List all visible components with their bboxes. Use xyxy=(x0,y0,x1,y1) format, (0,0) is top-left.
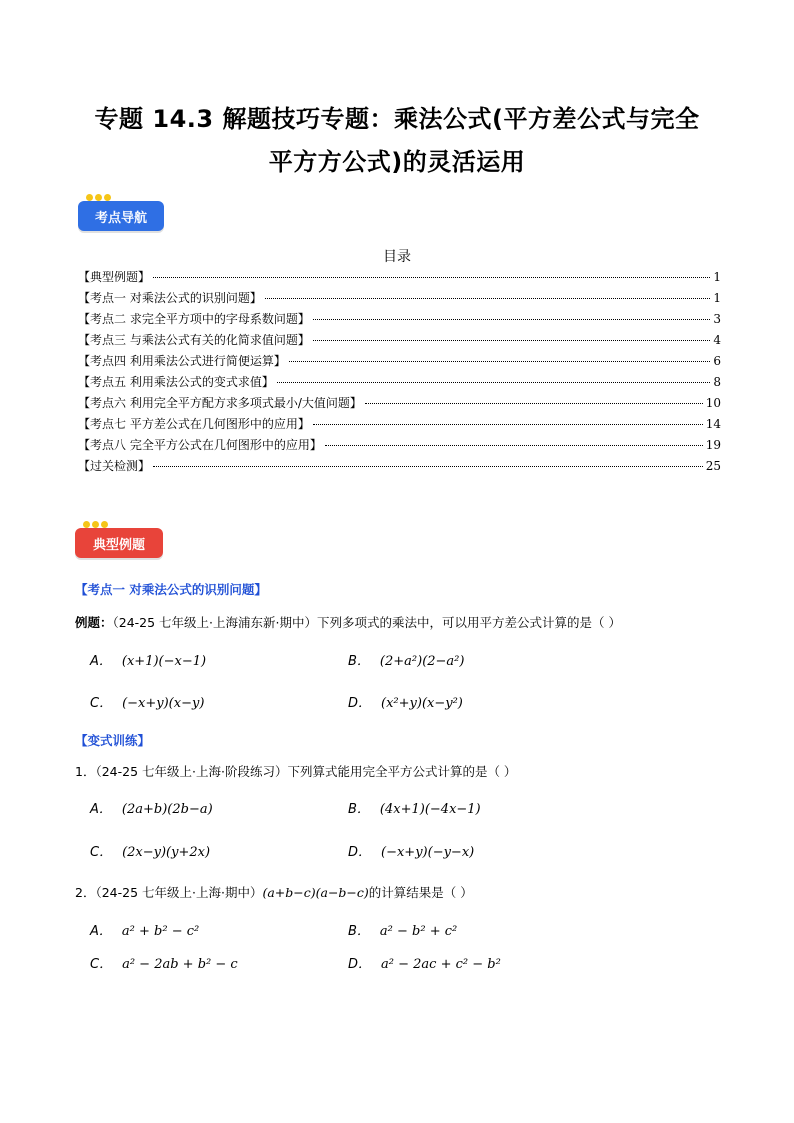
examples-badge xyxy=(75,528,163,558)
toc-leader xyxy=(153,466,703,467)
document-title xyxy=(60,98,734,184)
nav-badge xyxy=(78,201,164,231)
toc-item-page: 1 xyxy=(713,270,721,284)
q1-option-b[interactable] xyxy=(348,798,481,817)
option-letter: B． xyxy=(348,654,370,669)
toc-item-page: 8 xyxy=(713,375,721,389)
q2-option-a[interactable] xyxy=(90,920,199,939)
example-text: （24-25 七年级上·上海浦东新·期中）下列多项式的乘法中，可以用平方差公式计算的是（ ） xyxy=(112,615,621,630)
toc-item-label: 【考点七 平方差公式在几何图形中的应用】 xyxy=(78,417,310,431)
toc-item[interactable] xyxy=(78,268,721,289)
toc-item-page: 19 xyxy=(705,438,721,452)
option-expression: (x²+y)(x−y²) xyxy=(381,696,463,711)
toc-item-label: 【考点一 对乘法公式的识别问题】 xyxy=(78,291,262,305)
example-prefix: 例题： xyxy=(75,615,113,630)
option-expression: (−x+y)(−y−x) xyxy=(381,845,475,860)
toc-item[interactable] xyxy=(78,310,721,331)
option-letter: C． xyxy=(90,845,113,860)
toc-item[interactable] xyxy=(78,373,721,394)
title-line-2: 平方方公式)的灵活运用 xyxy=(268,148,526,176)
toc-item-page: 1 xyxy=(713,291,721,305)
q1-option-c[interactable] xyxy=(90,841,210,860)
toc-leader xyxy=(365,403,703,404)
toc-item-label: 【考点六 利用完全平方配方求多项式最小/大值问题】 xyxy=(78,396,362,410)
toc-leader xyxy=(313,319,711,320)
option-b[interactable] xyxy=(348,650,464,669)
option-letter: D． xyxy=(348,957,372,972)
toc-item-label: 【考点八 完全平方公式在几何图形中的应用】 xyxy=(78,438,322,452)
q2-option-c[interactable] xyxy=(90,953,238,972)
toc-leader xyxy=(153,277,710,278)
question-2-suffix: 的计算结果是（ ） xyxy=(368,885,473,900)
examples-badge-label: 典型例题 xyxy=(92,537,145,553)
toc-item-label: 【考点三 与乘法公式有关的化简求值问题】 xyxy=(78,333,310,347)
toc-item[interactable] xyxy=(78,289,721,310)
toc-leader xyxy=(277,382,711,383)
q1-option-a[interactable] xyxy=(90,798,213,817)
option-d[interactable] xyxy=(348,692,463,711)
toc-item-label: 【考点五 利用乘法公式的变式求值】 xyxy=(78,375,274,389)
option-letter: A． xyxy=(90,924,112,939)
option-expression: a² − 2ab + b² − c xyxy=(122,957,238,972)
option-expression: (4x+1)(−4x−1) xyxy=(379,802,481,817)
option-expression: (2x−y)(y+2x) xyxy=(122,845,211,860)
toc-item[interactable] xyxy=(78,331,721,352)
toc-item-page: 4 xyxy=(713,333,721,347)
example-question xyxy=(75,613,621,631)
title-line-1: 专题 14.3 解题技巧专题：乘法公式(平方差公式与完全 xyxy=(94,105,700,133)
toc-item-page: 10 xyxy=(705,396,721,410)
option-letter: D． xyxy=(348,845,372,860)
option-letter: C． xyxy=(90,696,113,711)
option-letter: B． xyxy=(348,924,370,939)
toc-leader xyxy=(289,361,711,362)
toc-item-label: 【过关检测】 xyxy=(78,459,151,473)
toc-item[interactable] xyxy=(78,457,721,478)
toc-item[interactable] xyxy=(78,394,721,415)
question-2-expression: (a+b−c)(a−b−c) xyxy=(262,885,369,900)
option-expression: a² + b² − c² xyxy=(121,924,200,939)
toc-item[interactable] xyxy=(78,415,721,436)
option-c[interactable] xyxy=(90,692,204,711)
toc-item-page: 14 xyxy=(705,417,721,431)
toc-heading: 目录 xyxy=(383,249,411,265)
option-letter: C． xyxy=(90,957,113,972)
practice-heading: 【变式训练】 xyxy=(75,733,151,748)
question-1: 1．（24-25 七年级上·上海·阶段练习）下列算式能用完全平方公式计算的是（ ） xyxy=(75,764,517,779)
toc-item-label: 【典型例题】 xyxy=(78,270,151,284)
nav-badge-label: 考点导航 xyxy=(94,210,147,226)
toc-item-page: 25 xyxy=(705,459,721,473)
option-expression: (2a+b)(2b−a) xyxy=(121,802,213,817)
q2-option-b[interactable] xyxy=(348,920,457,939)
toc-item[interactable] xyxy=(78,352,721,373)
toc-item[interactable] xyxy=(78,436,721,457)
question-2-prefix: 2．（24-25 七年级上·上海·期中） xyxy=(75,885,263,900)
q2-option-d[interactable] xyxy=(348,953,501,972)
option-a[interactable] xyxy=(90,650,206,669)
option-letter: A． xyxy=(90,802,112,817)
option-expression: (2+a²)(2−a²) xyxy=(379,654,465,669)
toc-leader xyxy=(265,298,711,299)
toc-leader xyxy=(313,424,703,425)
option-expression: (−x+y)(x−y) xyxy=(122,696,205,711)
option-expression: (x+1)(−x−1) xyxy=(121,654,207,669)
option-letter: B． xyxy=(348,802,370,817)
option-expression: a² − 2ac + c² − b² xyxy=(381,957,501,972)
toc-leader xyxy=(325,445,703,446)
badge-dots-icon xyxy=(86,194,111,201)
q1-option-d[interactable] xyxy=(348,841,474,860)
section-heading: 【考点一 对乘法公式的识别问题】 xyxy=(75,582,267,597)
badge-dots-icon xyxy=(83,521,108,528)
option-letter: A． xyxy=(90,654,112,669)
question-2 xyxy=(75,883,473,901)
toc-item-label: 【考点二 求完全平方项中的字母系数问题】 xyxy=(78,312,310,326)
option-expression: a² − b² + c² xyxy=(379,924,458,939)
toc-leader xyxy=(313,340,711,341)
toc-item-page: 3 xyxy=(713,312,721,326)
toc-item-page: 6 xyxy=(713,354,721,368)
option-letter: D． xyxy=(348,696,372,711)
toc-item-label: 【考点四 利用乘法公式进行简便运算】 xyxy=(78,354,286,368)
